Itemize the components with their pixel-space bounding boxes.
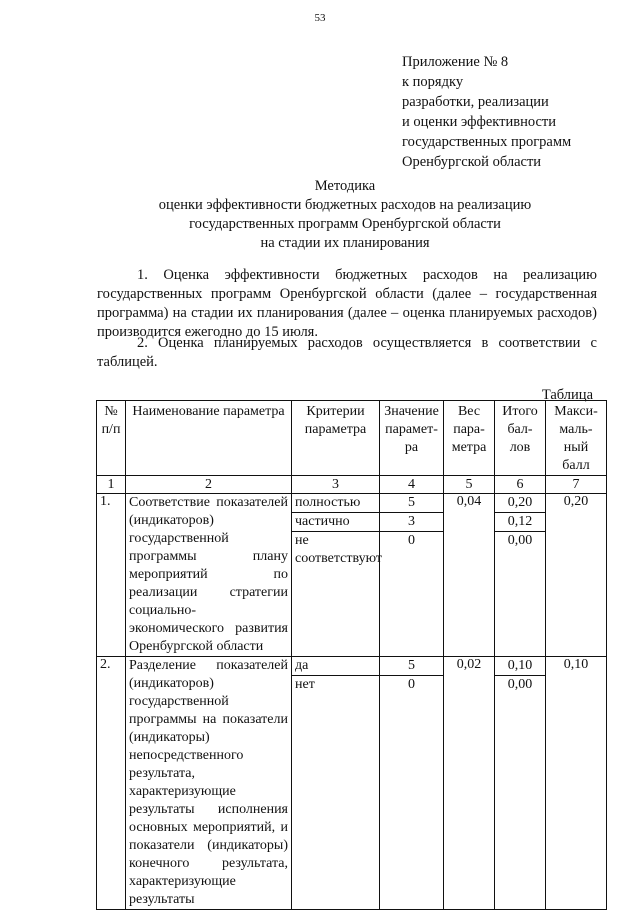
title-line: государственных программ Оренбургской области <box>189 216 501 232</box>
appendix-line: государственных программ <box>402 134 572 150</box>
total-cell <box>495 494 546 657</box>
evaluation-table <box>96 400 607 910</box>
document-title <box>120 177 570 253</box>
param-value: 0 <box>408 677 415 692</box>
column-number: 1 <box>97 476 126 494</box>
row-number: 1. <box>97 494 126 657</box>
column-number: 5 <box>444 476 495 494</box>
parameter-name: Соответствие показателей (индикаторов) государственной программы плану мероприятий по реализации стратегии социально-экономического развития Оренбургской области <box>126 494 292 657</box>
total-score: 0,00 <box>507 533 533 548</box>
column-number: 6 <box>495 476 546 494</box>
weight-value: 0,02 <box>444 657 495 910</box>
appendix-line: и оценки эффективности <box>402 114 556 130</box>
paragraph-text: 2. Оценка планируемых расходов осуществляется в соответствии с таблицей. <box>97 335 597 370</box>
total-cell <box>495 657 546 910</box>
criterion: полностью <box>292 494 379 513</box>
column-number: 3 <box>292 476 380 494</box>
title-line: на стадии их планирования <box>260 235 430 251</box>
param-value: 3 <box>380 513 443 532</box>
total-score: 0,10 <box>495 657 545 676</box>
total-score: 0,00 <box>507 677 533 692</box>
table-row <box>97 657 607 910</box>
param-value: 5 <box>380 494 443 513</box>
column-number: 4 <box>380 476 444 494</box>
paragraph-text: 1. Оценка эффективности бюджетных расходов на реализацию государственных программ Оренбургской области (далее – государственная программа) на стадии их планирования (далее – оценка планируемых расходов) производится ежегодно до 15 июля. <box>97 267 597 340</box>
column-number: 2 <box>126 476 292 494</box>
value-cell <box>380 494 444 657</box>
table-label: Таблица <box>541 387 593 403</box>
weight-value: 0,04 <box>444 494 495 657</box>
header-criteria: Критерии параметра <box>292 401 380 476</box>
max-score: 0,20 <box>546 494 607 657</box>
paragraph-1 <box>97 266 597 342</box>
criterion: частично <box>292 513 379 532</box>
header-total: Итого бал-лов <box>495 401 546 476</box>
column-number: 7 <box>546 476 607 494</box>
appendix-heading <box>402 52 571 172</box>
total-score: 0,12 <box>495 513 545 532</box>
criterion: не соответствуют <box>295 533 383 566</box>
header-weight: Вес пара-метра <box>444 401 495 476</box>
table-row <box>97 494 607 657</box>
title-line: Методика <box>314 178 376 194</box>
header-max: Макси-маль-ный балл <box>546 401 607 476</box>
header-value: Значение парамет-ра <box>380 401 444 476</box>
criterion: да <box>292 657 379 676</box>
criterion: нет <box>295 677 315 692</box>
max-score: 0,10 <box>546 657 607 910</box>
paragraph-2 <box>97 334 597 372</box>
param-value: 0 <box>408 533 415 548</box>
table-header-row <box>97 401 607 476</box>
header-num: № п/п <box>97 401 126 476</box>
value-cell <box>380 657 444 910</box>
page-number: 53 <box>314 12 326 24</box>
criteria-cell <box>292 494 383 657</box>
appendix-line: разработки, реализации <box>402 94 549 110</box>
row-number: 2. <box>97 657 126 910</box>
parameter-name: Разделение показателей (индикаторов) государственной программы на показатели (индикаторы) непосредственного результата, характеризующие результаты исполнения основных мероприятий, и показатели (индикаторы) конечного результата, характеризующие результаты <box>126 657 292 910</box>
header-param: Наименование параметра <box>126 401 292 476</box>
appendix-line: Приложение № 8 <box>402 54 509 70</box>
criteria-cell <box>292 657 380 910</box>
param-value: 5 <box>380 657 443 676</box>
appendix-line: Оренбургской области <box>402 154 542 170</box>
title-line: оценки эффективности бюджетных расходов на реализацию <box>158 197 532 213</box>
total-score: 0,20 <box>495 494 545 513</box>
appendix-line: к порядку <box>402 74 464 90</box>
column-number-row <box>97 476 607 494</box>
